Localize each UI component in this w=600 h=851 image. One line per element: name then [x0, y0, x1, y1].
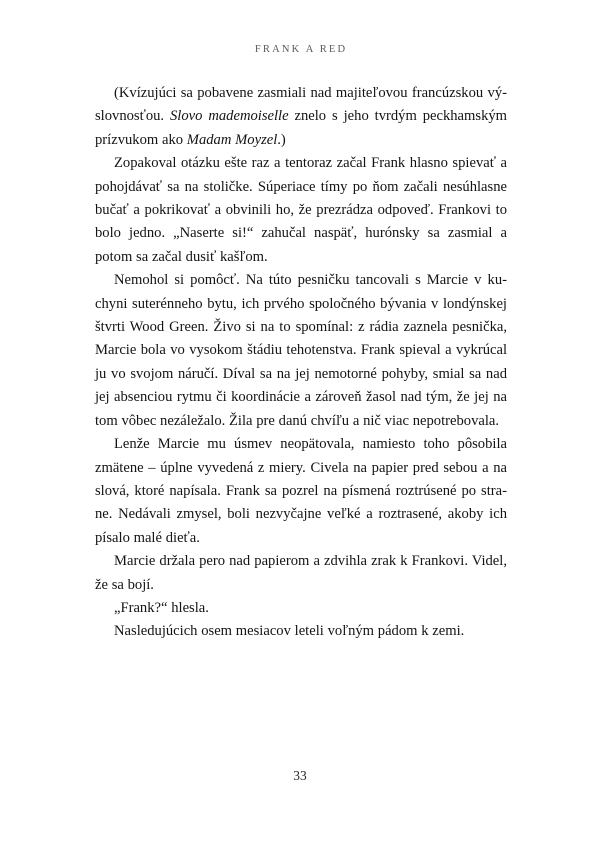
- paragraph: [95, 269, 507, 433]
- text-run: .): [277, 131, 286, 148]
- text-run: Nemohol si pomôcť. Na túto pesničku tancovali s Marcie v kuchyni suterénneho bytu, ich prvého spoločného bývania v londýnskej štvrti Wood Green. Živo si na to spomínal: z rádia zaznela pesnička, Marcie bola vo vysokom štádiu tehotenstva. Frank spieval a vykrúcal ju vo svojom náručí. Díval sa na jej nemotorné pohyby, smial sa nad jej absenciou rytmu či koordinácie a zároveň žasol nad tým, že jej na tom vôbec nezáležalo. Žila pre danú chvíľu a nič viac nepotrebovala.: [95, 272, 507, 429]
- page-number: 33: [293, 768, 307, 783]
- paragraph: [95, 620, 507, 643]
- running-head: FRANK A RED: [254, 44, 348, 55]
- text-run: Lenže Marcie mu úsmev neopätovala, namiesto toho pôsobila zmätene – úplne vyvedená z miery. Civela na papier pred sebou a na slová, ktoré napísala. Frank sa pozrel na písmená roztrúsené po strane. Nedávali zmysel, boli nezvyčajne veľké a roztrasené, akoby ich písalo malé dieťa.: [95, 436, 507, 546]
- body-text-block: [95, 82, 507, 644]
- paragraph: [95, 597, 507, 620]
- paragraph: [95, 550, 507, 597]
- emphasis-run: Slovo mademoiselle: [170, 108, 289, 125]
- text-run: „Frank?“ hlesla.: [114, 599, 209, 616]
- paragraph: [95, 152, 507, 269]
- text-run: znelo s jeho tvrdým peckhamským prízvukom ako: [95, 108, 508, 148]
- paragraph: [95, 82, 507, 152]
- text-run: Marcie držala pero nad papierom a zdvihla zrak k Frankovi. Videl, že sa bojí.: [95, 553, 507, 593]
- emphasis-run: Madam Moyzel: [186, 131, 278, 148]
- text-run: (Kvízujúci sa pobavene zasmiali nad majiteľovou francúzskou výslovnosťou.: [95, 85, 507, 125]
- text-run: Nasledujúcich osem mesiacov leteli voľným pádom k zemi.: [114, 623, 465, 640]
- text-run: Zopakoval otázku ešte raz a tentoraz začal Frank hlasno spievať a pohojdávať sa na stoličke. Súperiace tímy po ňom začali nesúhlasne bučať a pokrikovať a obvinili ho, že prezrádza odpoveď. Frankovi to bolo jedno. „Naserte si!“ zahučal naspäť, hurónsky sa zasmial a potom sa začal dusiť kašľom.: [95, 155, 507, 265]
- paragraph: [95, 433, 507, 550]
